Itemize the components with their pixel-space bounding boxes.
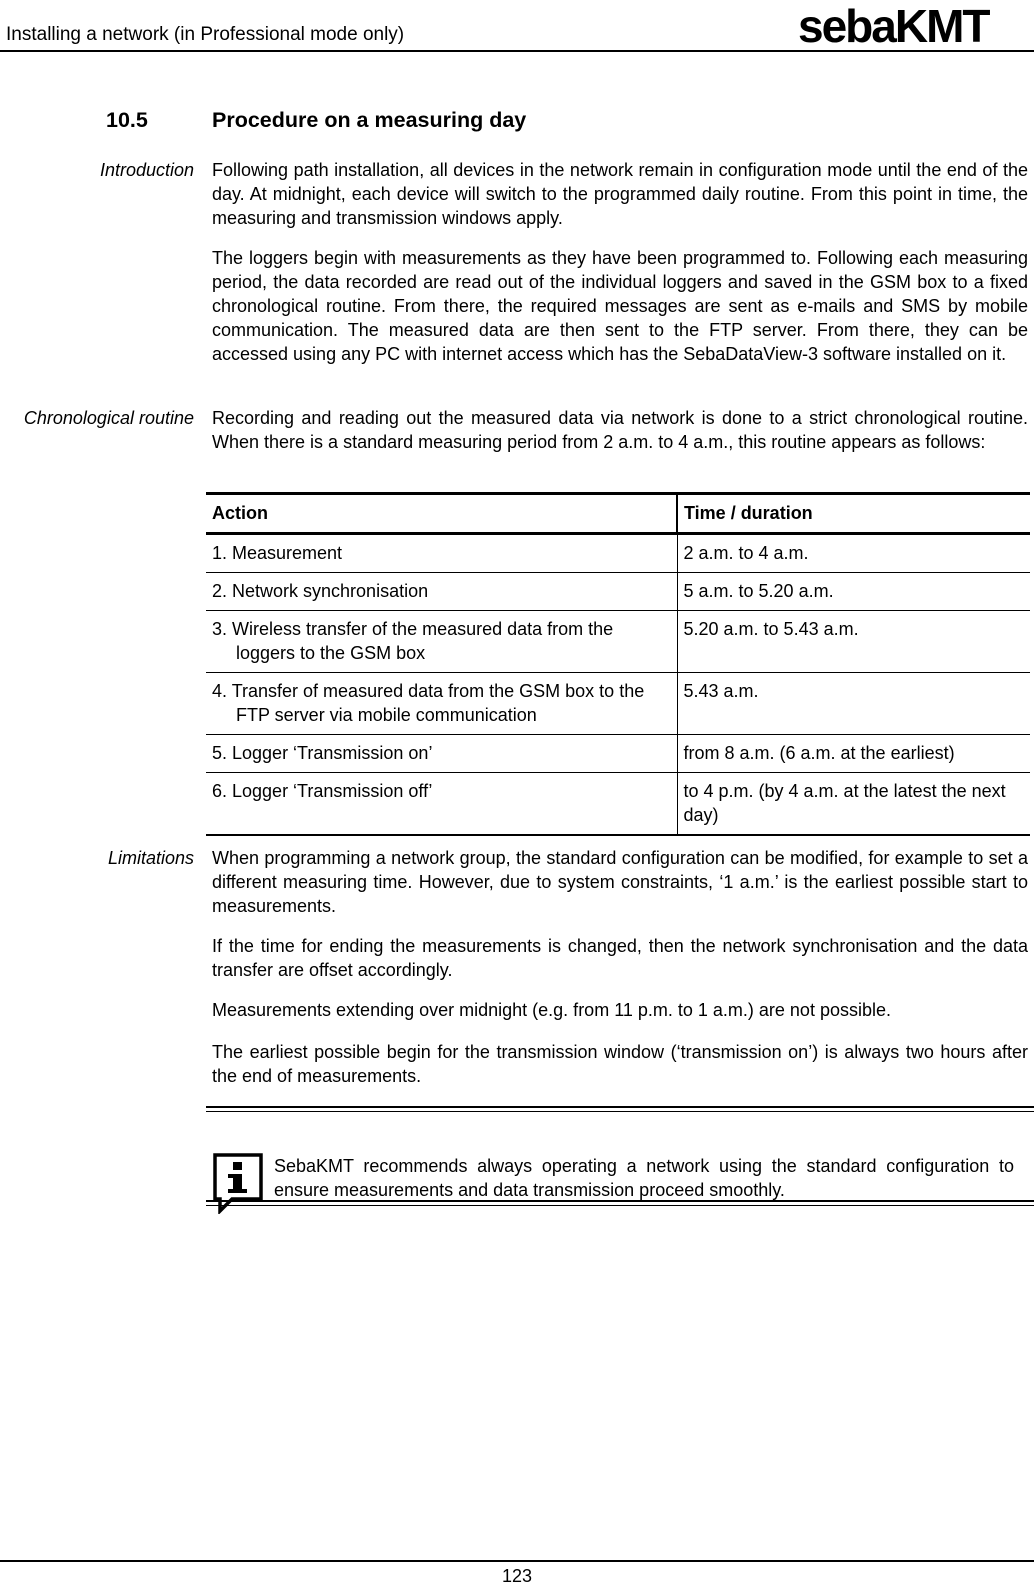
note-top-rule-thin bbox=[206, 1111, 1034, 1112]
chronological-paragraph: Recording and reading out the measured data via network is done to a strict chronological routine. When there is a standard measuring period from 2 a.m. to 4 a.m., this routine appears as follows: bbox=[212, 408, 1028, 452]
limitations-paragraph-4: The earliest possible begin for the transmission window (‘transmission on’) is always two hours after the end of measurements. bbox=[212, 1042, 1028, 1086]
action-cell: 6. Logger ‘Transmission off’ bbox=[206, 773, 677, 836]
table-row bbox=[206, 673, 1030, 735]
info-note bbox=[206, 1130, 1034, 1230]
table-row bbox=[206, 773, 1030, 836]
logo-text: sebaKMT bbox=[798, 4, 989, 48]
limitations-paragraph-2: If the time for ending the measurements is changed, then the network synchronisation and the data transfer are offset accordingly. bbox=[212, 936, 1028, 980]
note-bottom-rule-thin bbox=[206, 1205, 1034, 1206]
note-bottom-rule bbox=[206, 1200, 1034, 1202]
limitations-label: Limitations bbox=[107, 848, 194, 868]
header-time: Time / duration bbox=[684, 503, 813, 523]
sebakmt-logo bbox=[798, 4, 1030, 48]
time-cell: to 4 p.m. (by 4 a.m. at the latest the next day) bbox=[683, 781, 1006, 825]
page-header bbox=[0, 0, 1034, 52]
table-row bbox=[206, 573, 1030, 611]
limitations-paragraph-3: Measurements extending over midnight (e.g. from 11 p.m. to 1 a.m.) are not possible. bbox=[212, 1000, 891, 1020]
note-top-rule bbox=[206, 1106, 1034, 1108]
table-row bbox=[206, 534, 1030, 573]
note-text: SebaKMT recommends always operating a network using the standard configuration to ensure measurements and data transmission proceed smoothly. bbox=[274, 1156, 1014, 1200]
header-action: Action bbox=[206, 494, 677, 534]
introduction-paragraph-1: Following path installation, all devices in the network remain in configuration mode until the end of the day. At midnight, each device will switch to the programmed daily routine. From this point in time, the measuring and transmission windows apply. bbox=[212, 160, 1028, 228]
action-cell: 4. Transfer of measured data from the GSM box to the FTP server via mobile communication bbox=[206, 673, 677, 735]
action-cell: 5. Logger ‘Transmission on’ bbox=[206, 735, 677, 773]
section-number: 10.5 bbox=[106, 108, 148, 132]
page-number: 123 bbox=[501, 1566, 533, 1586]
time-cell: 5.20 a.m. to 5.43 a.m. bbox=[683, 619, 859, 639]
introduction-paragraph-2: The loggers begin with measurements as they have been programmed to. Following each measuring period, the data recorded are read out of the individual loggers and saved in the GSM box to a fixed chronological routine. From there, the required messages are sent as e-mails and SMS by mobile communication. The measured data are then sent to the FTP server. From there, they can be accessed using any PC with internet access which has the SebaDataView-3 software installed on it. bbox=[212, 248, 1028, 364]
table-header-row bbox=[206, 494, 1030, 534]
time-cell: 5.43 a.m. bbox=[683, 681, 759, 701]
time-cell: 2 a.m. to 4 a.m. bbox=[683, 543, 809, 563]
action-cell: 1. Measurement bbox=[206, 534, 677, 573]
table-row bbox=[206, 611, 1030, 673]
section-title: Procedure on a measuring day bbox=[212, 108, 527, 132]
introduction-label: Introduction bbox=[99, 160, 194, 180]
section-heading bbox=[106, 108, 526, 133]
time-cell: from 8 a.m. (6 a.m. at the earliest) bbox=[683, 743, 955, 763]
routine-table bbox=[206, 492, 1030, 836]
action-cell: 3. Wireless transfer of the measured data from the loggers to the GSM box bbox=[206, 611, 677, 673]
time-cell: 5 a.m. to 5.20 a.m. bbox=[683, 581, 834, 601]
action-cell: 2. Network synchronisation bbox=[206, 573, 677, 611]
footer-rule bbox=[0, 1560, 1034, 1562]
header-title: Installing a network (in Professional mode only) bbox=[6, 24, 405, 45]
header-rule bbox=[0, 50, 1034, 52]
chronological-label: Chronological routine bbox=[23, 408, 194, 428]
table-row bbox=[206, 735, 1030, 773]
limitations-paragraph-1: When programming a network group, the standard configuration can be modified, for example to set a different measuring time. However, due to system constraints, ‘1 a.m.’ is the earliest possible start to measurements. bbox=[212, 848, 1028, 916]
